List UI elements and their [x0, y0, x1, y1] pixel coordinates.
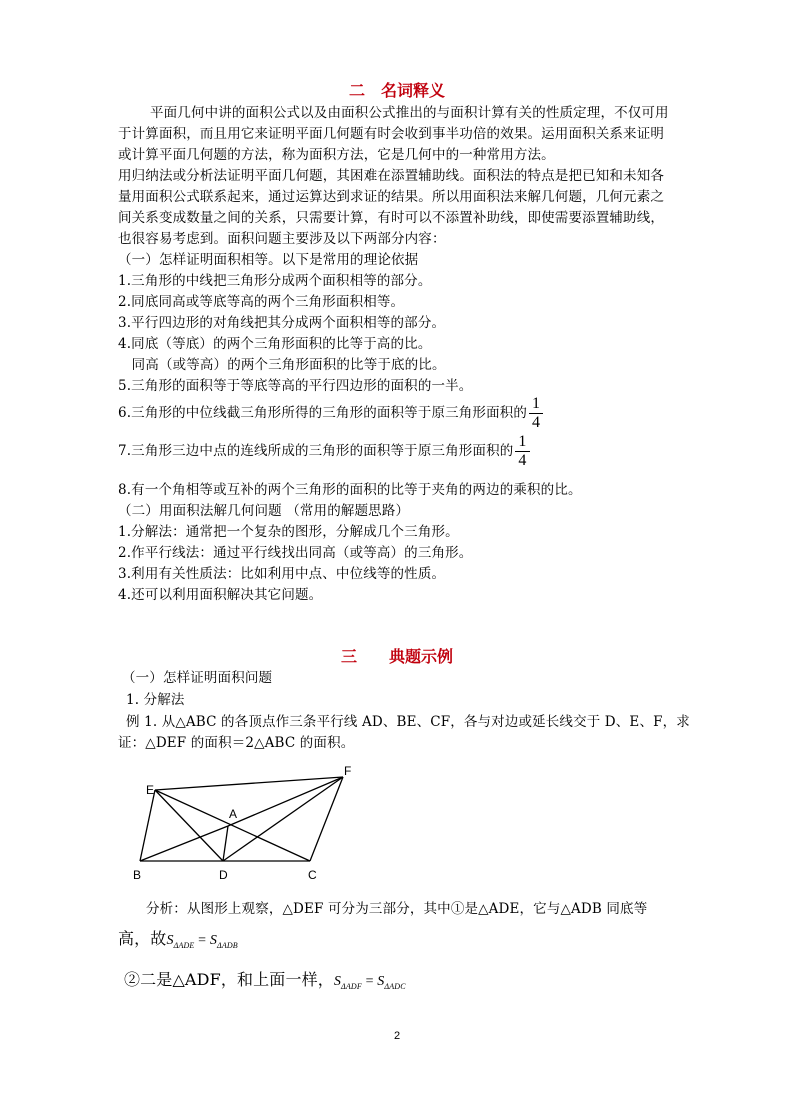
list-item: 1.三角形的中线把三角形分成两个面积相等的部分。: [118, 273, 432, 289]
paragraph-line: 于计算面积，而且用它来证明平面几何题有时会收到事半功倍的效果。运用面积关系来证明: [118, 126, 664, 142]
paragraph-line: 平面几何中讲的面积公式以及由面积公式推出的与面积计算有关的性质定理，不仅可用: [150, 105, 669, 121]
section-title-examples: 三 典题示例: [340, 647, 453, 666]
list-item: 8.有一个角相等或互补的两个三角形的面积的比等于夹角的两边的乘积的比。: [118, 482, 582, 498]
list-item-with-fraction: [118, 434, 530, 469]
fraction-one-quarter: $\frac{1}{4}$: [515, 434, 529, 469]
paragraph-line: 量用面积公式联系起来，通过运算达到求证的结果。所以用面积法来解几何题，几何元素之: [118, 189, 664, 205]
analysis-prefix: 高，故: [118, 929, 167, 948]
section-title-terms: 二 名词释义: [348, 81, 445, 100]
example-text: 例 1. 从△ABC 的各顶点作三条平行线 AD、BE、CF，各与对边或延长线交于 D、E、F，求: [126, 714, 690, 730]
segment-EB: [140, 790, 155, 861]
list-item: 3.利用有关性质法：比如利用中点、中位线等的性质。: [118, 566, 446, 582]
paragraph-line: 间关系变成数量之间的关系，只需要计算，有时可以不添置补助线，即使需要添置辅助线，: [118, 210, 664, 226]
subheading: 1. 分解法: [126, 692, 185, 708]
list-item: 2.作平行线法：通过平行线找出同高（或等高）的三角形。: [118, 545, 473, 561]
list-item-text: 7.三角形三边中点的连线所成的三角形的面积等于原三角形面积的: [118, 443, 514, 459]
label-C: C: [308, 868, 317, 882]
analysis-text: 分析：从图形上观察，△DEF 可分为三部分，其中①是△ADE，它与△ADB 同底等: [146, 901, 648, 917]
list-item: 4.还可以利用面积解决其它问题。: [118, 587, 323, 603]
label-B: B: [133, 868, 142, 882]
analysis-equation-line: [118, 926, 238, 950]
geometry-figure: [130, 760, 370, 885]
equation-area-adf-adc: $S_{\Delta ADF} = S_{\Delta ADC}$: [333, 974, 406, 991]
segment-AB: [140, 826, 228, 861]
list-item: 4.同底（等底）的两个三角形面积的比等于高的比。: [118, 336, 432, 352]
label-E: E: [146, 783, 155, 797]
label-D: D: [219, 868, 228, 882]
list-item: 1.分解法：通常把一个复杂的图形，分解成几个三角形。: [118, 524, 459, 540]
analysis-equation-line: [124, 967, 406, 991]
label-F: F: [344, 764, 352, 778]
list-item: 2.同底同高或等底等高的两个三角形面积相等。: [118, 294, 405, 310]
segment-AD: [223, 826, 228, 861]
label-A: A: [229, 807, 238, 821]
paragraph-line: 用归纳法或分析法证明平面几何题，其困难在添置辅助线。面积法的特点是把已知和未知各: [118, 168, 664, 184]
list-item: 3.平行四边形的对角线把其分成两个面积相等的部分。: [118, 315, 446, 331]
subheading: （一）怎样证明面积相等。以下是常用的理论依据: [118, 252, 419, 268]
equation-area-ade-adb: $S_{\Delta ADE} = S_{\Delta ADB}$: [166, 933, 238, 950]
subheading: （一）怎样证明面积问题: [122, 670, 273, 686]
list-item-text: 6.三角形的中位线截三角形所得的三角形的面积等于原三角形面积的: [118, 405, 528, 421]
analysis-prefix: ②二是△ADF，和上面一样，: [124, 970, 334, 989]
list-item: 同高（或等高）的两个三角形面积的比等于底的比。: [118, 357, 446, 373]
paragraph-line: 或计算平面几何题的方法，称为面积方法，它是几何中的一种常用方法。: [118, 147, 555, 163]
example-text: 证：△DEF 的面积＝2△ABC 的面积。: [118, 735, 355, 751]
page-number: 2: [393, 1030, 401, 1042]
segment-EF: [155, 777, 343, 790]
list-item-with-fraction: [118, 396, 543, 431]
subheading: （二）用面积法解几何问题 （常用的解题思路）: [118, 503, 410, 519]
fraction-one-quarter: $\frac{1}{4}$: [529, 396, 543, 431]
list-item: 5.三角形的面积等于等底等高的平行四边形的面积的一半。: [118, 378, 473, 394]
paragraph-line: 也很容易考虑到。面积问题主要涉及以下两部分内容：: [118, 231, 446, 247]
